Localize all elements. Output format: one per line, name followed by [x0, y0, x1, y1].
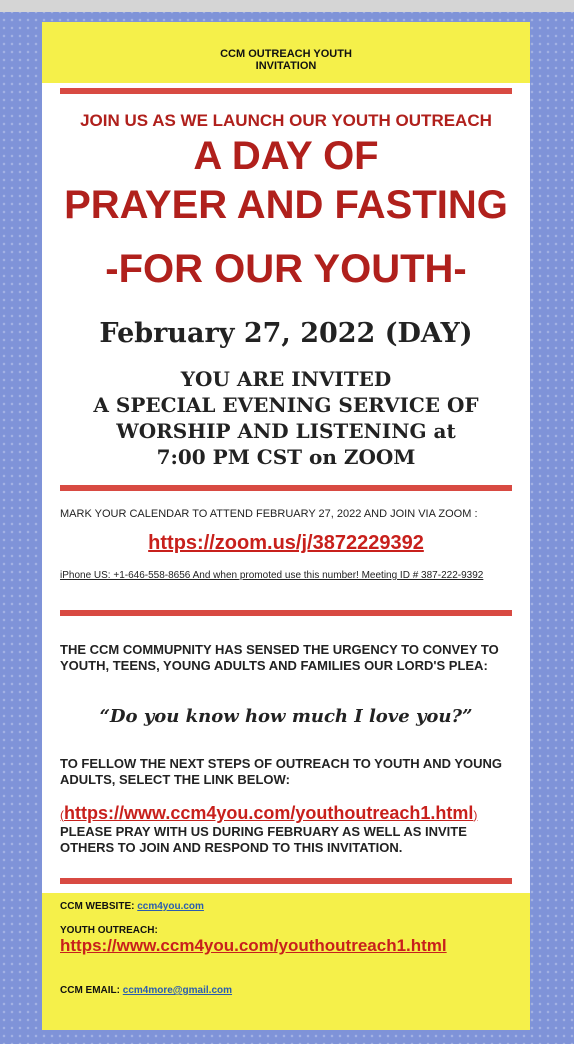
divider-lower [60, 610, 512, 616]
event-title-line1: A DAY OF [193, 134, 379, 178]
footer-banner [42, 893, 530, 1030]
header-banner [42, 22, 530, 83]
launch-heading: JOIN US AS WE LAUNCH OUR YOUTH OUTREACH [80, 111, 492, 130]
event-title-line2: PRAYER AND FASTING [64, 183, 508, 227]
header-title-line2: INVITATION [255, 60, 317, 72]
invite-line4: 7:00 PM CST on ZOOM [156, 445, 416, 469]
divider-top [60, 88, 512, 94]
header-title-line1: CCM OUTREACH YOUTH [220, 48, 352, 60]
youth-outreach-label: YOUTH OUTREACH: [60, 925, 158, 936]
close-paren: ) [473, 808, 478, 822]
youth-outreach-link[interactable]: https://www.ccm4you.com/youthoutreach1.html [64, 803, 474, 823]
divider-bottom [60, 878, 512, 884]
browser-top-strip [0, 0, 574, 12]
follow-instructions: TO FELLOW THE NEXT STEPS OF OUTREACH TO YOUTH AND YOUNG ADULTS, SELECT THE LINK BELOW: [60, 756, 503, 787]
event-date: February 27, 2022 (DAY) [99, 318, 473, 349]
zoom-link[interactable]: https://zoom.us/j/3872229392 [148, 532, 424, 554]
newsletter-card [42, 22, 530, 1030]
invite-line2: A SPECIAL EVENING SERVICE OF [93, 393, 479, 417]
website-label: CCM WEBSITE: [60, 901, 135, 912]
calendar-note: MARK YOUR CALENDAR TO ATTEND FEBRUARY 27, 2022 AND JOIN VIA ZOOM : [60, 508, 478, 520]
website-link[interactable]: ccm4you.com [137, 901, 204, 912]
open-paren: ( [60, 808, 64, 822]
invite-line3: WORSHIP AND LISTENING at [116, 419, 456, 443]
email-label: CCM EMAIL: [60, 985, 120, 996]
invite-line1: YOU ARE INVITED [180, 367, 392, 391]
footer-website-row [60, 901, 204, 912]
footer-email-row [60, 985, 232, 996]
divider-middle [60, 485, 512, 491]
footer-youth-outreach-link[interactable]: https://www.ccm4you.com/youthoutreach1.html [60, 936, 447, 955]
event-title-line3: -FOR OUR YOUTH- [105, 247, 467, 291]
community-message: THE CCM COMMUPNITY HAS SENSED THE URGENCY TO CONVEY TO YOUTH, TEENS, YOUNG ADULTS AND FAMILIES OUR LORD'S PLEA: [60, 642, 499, 673]
youth-outreach-link-row [60, 803, 477, 824]
email-link[interactable]: ccm4more@gmail.com [122, 985, 233, 996]
prayer-request: PLEASE PRAY WITH US DURING FEBRUARY AS WELL AS INVITE OTHERS TO JOIN AND RESPOND TO THIS INVITATION. [60, 824, 467, 855]
scripture-quote: “Do you know how much I love you?” [99, 706, 473, 727]
phone-info: iPhone US: +1-646-558-8656 And when promoted use this number! Meeting ID # 387-222-9392 [60, 570, 484, 581]
